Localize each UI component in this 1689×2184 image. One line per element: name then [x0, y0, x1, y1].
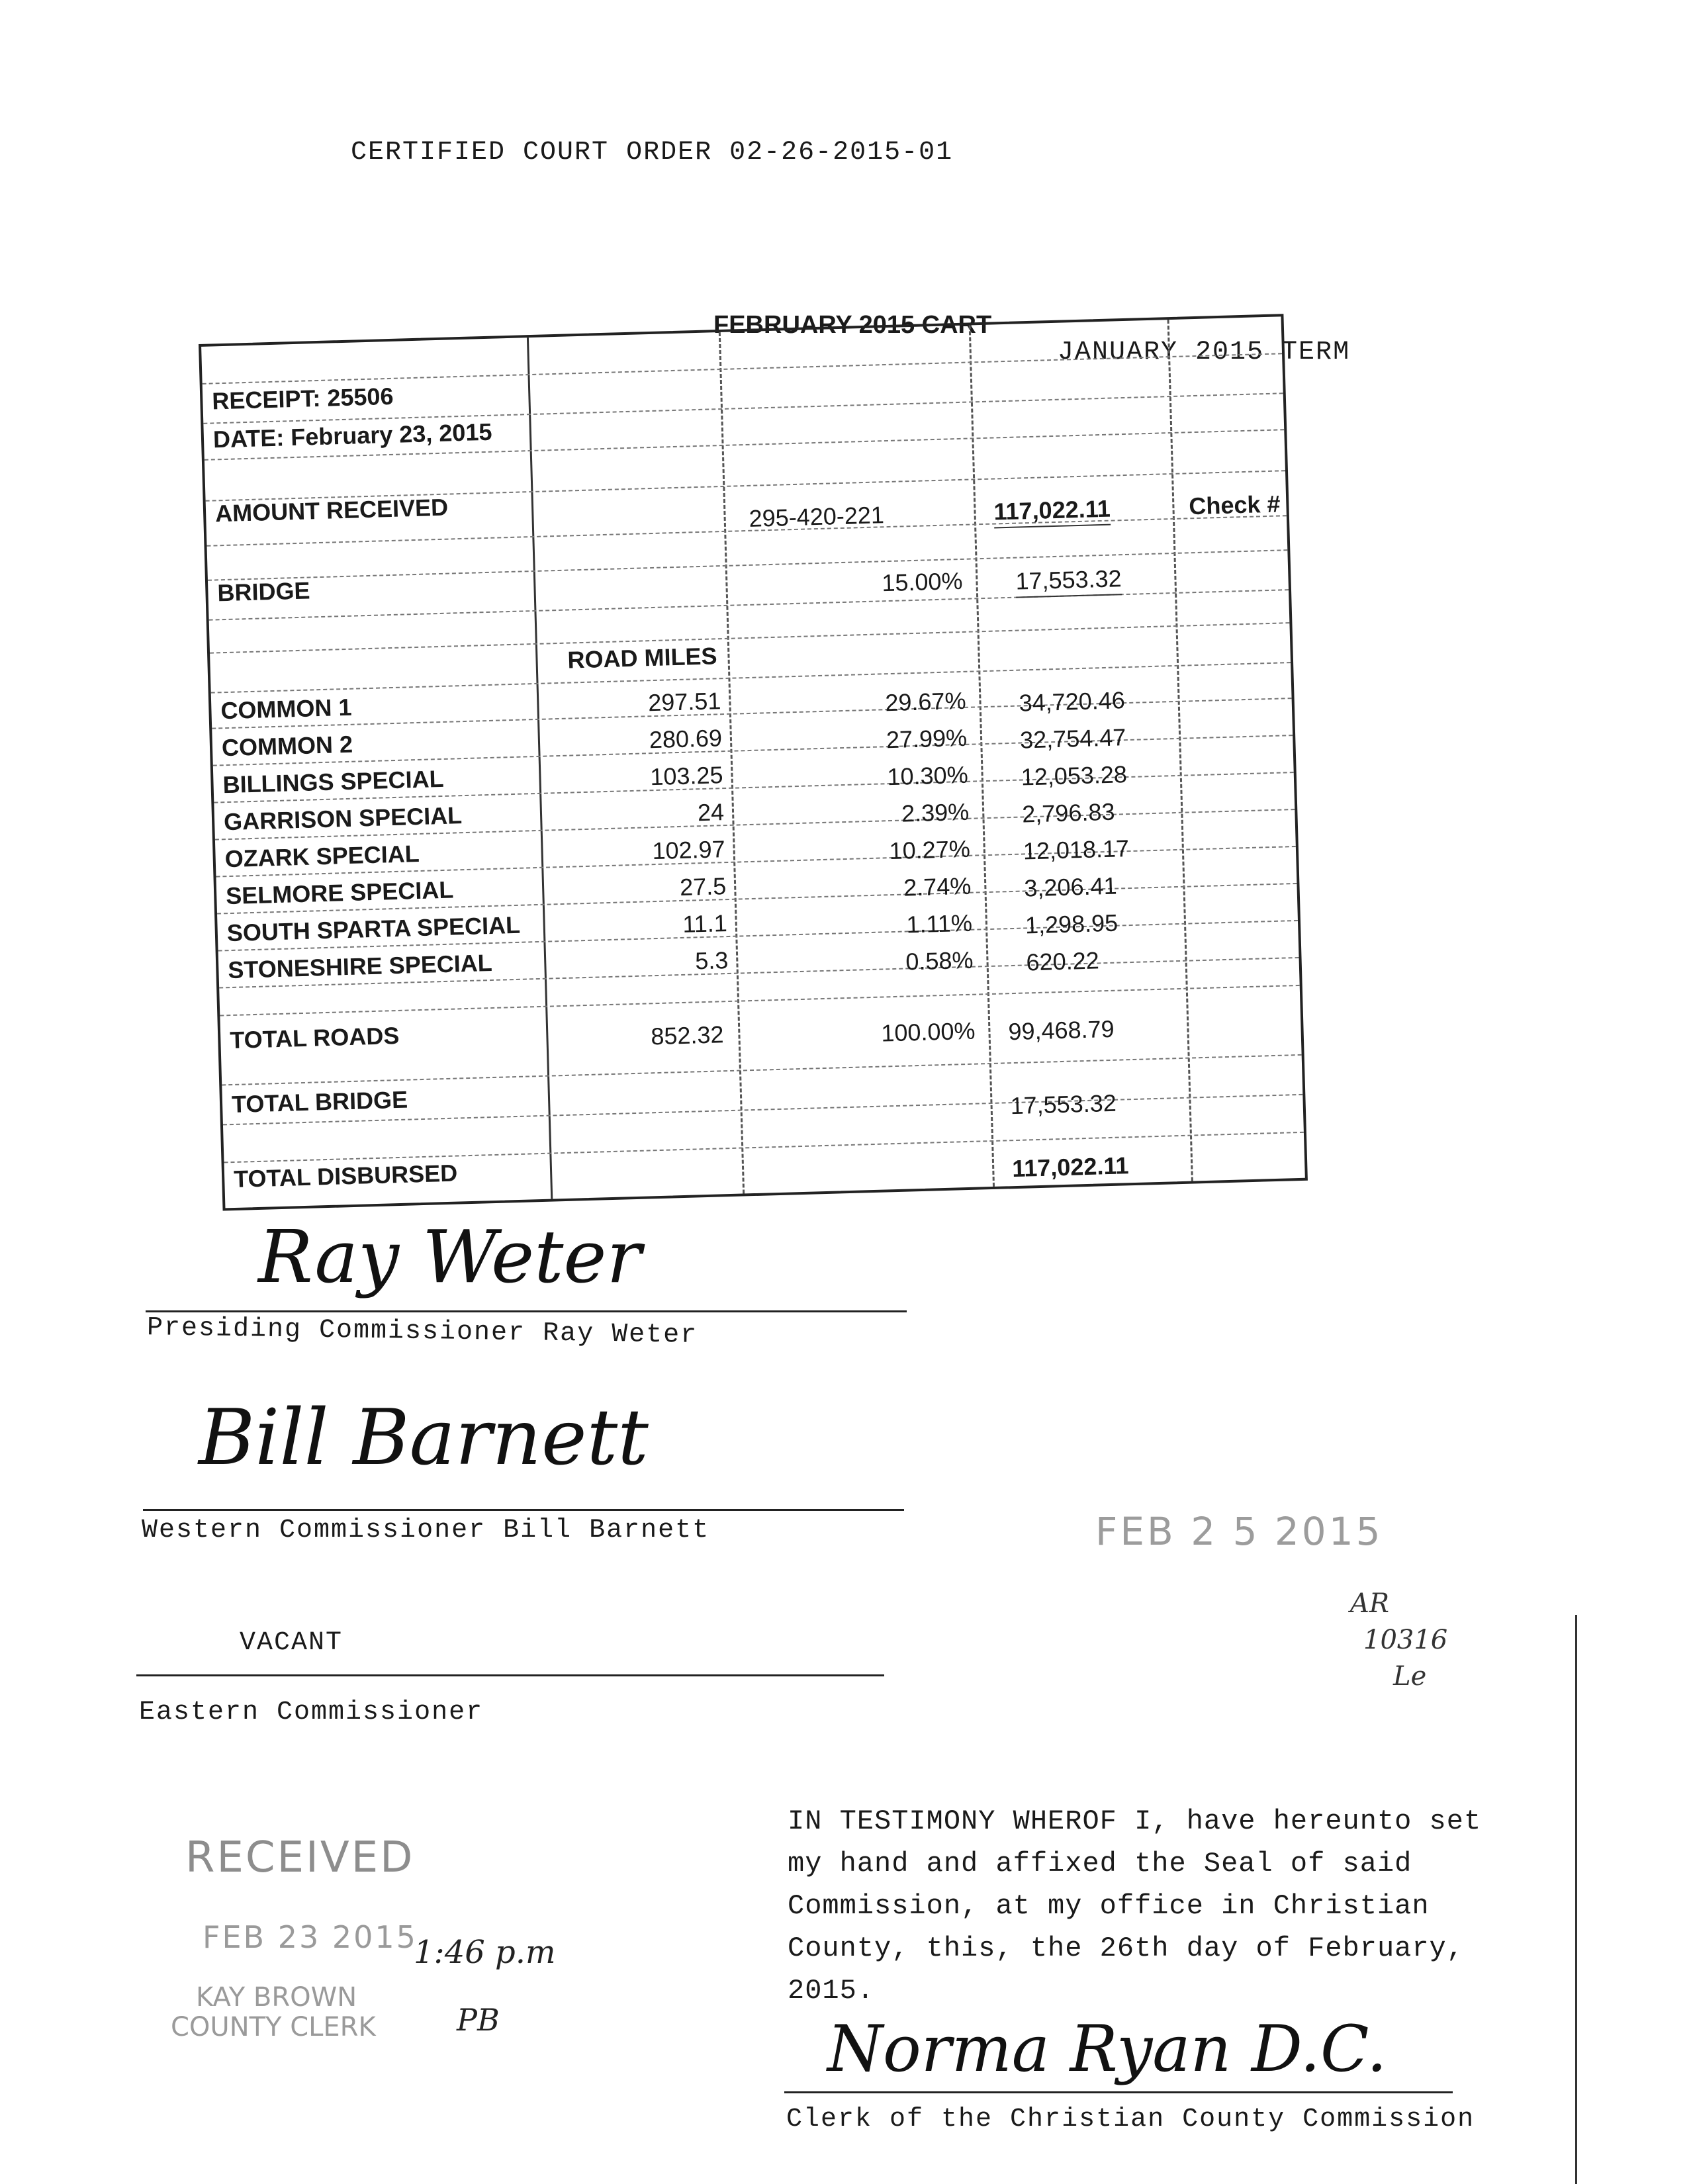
cart-title: FEBRUARY 2015 CART: [713, 311, 992, 339]
road-amount-value: 12,053.28: [1021, 760, 1128, 791]
road-district-name: OZARK SPECIAL: [224, 839, 420, 873]
total-bridge-label: TOTAL BRIDGE: [231, 1085, 408, 1118]
road-amount-value: 620.22: [1025, 946, 1100, 976]
road-district-name: SOUTH SPARTA SPECIAL: [226, 911, 521, 947]
road-percent-value: 27.99%: [886, 723, 968, 754]
signature-line: [136, 1674, 884, 1676]
column-divider: [1167, 320, 1193, 1181]
road-percent-value: 0.58%: [905, 946, 974, 976]
road-district-name: SELMORE SPECIAL: [225, 876, 454, 910]
road-district-name: STONESHIRE SPECIAL: [227, 948, 493, 984]
road-percent-value: 2.74%: [903, 872, 972, 901]
road-amount-value: 2,796.83: [1021, 797, 1115, 828]
road-miles-value: 27.5: [679, 872, 727, 901]
road-district-name: COMMON 2: [221, 730, 353, 762]
clerk-caption: Clerk of the Christian County Commission: [786, 2105, 1475, 2134]
total-roads-amount: 99,468.79: [1007, 1015, 1115, 1046]
presiding-commissioner-caption: Presiding Commissioner Ray Weter: [146, 1313, 698, 1351]
road-district-name: BILLINGS SPECIAL: [222, 764, 445, 799]
received-stamp-label: RECEIVED: [185, 1833, 415, 1882]
clerk-signature: Norma Ryan D.C.: [827, 2012, 1387, 2086]
received-stamp-date: FEB 23 2015: [203, 1919, 418, 1955]
testimony-text: IN TESTIMONY WHEROF I, have hereunto set my hand and affixed the Seal of said Commission, at my office in Christian County, this, the 26th day of February, 2015.: [788, 1805, 1482, 2007]
total-disbursed-label: TOTAL DISBURSED: [233, 1159, 458, 1193]
page-edge: [1575, 1615, 1577, 2184]
total-roads-label: TOTAL ROADS: [229, 1021, 400, 1054]
cart-table: [199, 314, 1308, 1210]
road-miles-value: 103.25: [649, 761, 724, 791]
total-road-miles: 852.32: [650, 1021, 724, 1050]
received-time: 1:46 p.m: [414, 1934, 556, 1971]
check-number-label: Check #: [1188, 490, 1281, 520]
total-roads-percent: 100.00%: [880, 1017, 976, 1047]
road-amount-value: 1,298.95: [1025, 909, 1118, 939]
road-district-name: COMMON 1: [220, 693, 352, 725]
western-commissioner-caption: Western Commissioner Bill Barnett: [142, 1516, 710, 1545]
received-stamp-clerk-title: COUNTY CLERK: [171, 2012, 376, 2042]
road-miles-value: 280.69: [649, 724, 723, 754]
road-amount-value: 32,754.47: [1019, 723, 1126, 754]
road-amount-value: 34,720.46: [1019, 686, 1126, 717]
eastern-commissioner-name: VACANT: [240, 1628, 343, 1658]
amount-received-value: 117,022.11: [993, 495, 1111, 529]
road-miles-value: 11.1: [682, 909, 728, 938]
road-miles-value: 102.97: [651, 835, 726, 865]
road-amount-value: 3,206.41: [1023, 872, 1118, 902]
handwritten-reference: 10316: [1363, 1625, 1448, 1655]
presiding-commissioner-signature: Ray Weter: [258, 1214, 642, 1299]
eastern-commissioner-caption: Eastern Commissioner: [139, 1698, 484, 1727]
amount-received-label: AMOUNT RECEIVED: [214, 493, 449, 527]
received-initials: PB: [457, 2002, 500, 2038]
column-divider: [969, 325, 995, 1187]
filed-date-stamp: FEB 2 5 2015: [1095, 1509, 1383, 1554]
handwritten-reference: Le: [1393, 1661, 1427, 1692]
total-disbursed-amount: 117,022.11: [1011, 1152, 1129, 1183]
signature-line: [784, 2091, 1453, 2093]
road-percent-value: 29.67%: [884, 686, 967, 717]
road-percent-value: 10.30%: [886, 760, 969, 791]
court-order-number: CERTIFIED COURT ORDER 02-26-2015-01: [351, 138, 954, 167]
road-percent-value: 1.11%: [905, 909, 973, 938]
handwritten-reference: AR: [1350, 1588, 1390, 1619]
road-miles-value: 24: [697, 798, 725, 827]
receipt-number: RECEIPT: 25506: [211, 382, 394, 415]
term-label: JANUARY 2015 TERM: [1058, 338, 1351, 367]
account-number: 295-420-221: [749, 501, 885, 532]
road-amount-value: 12,018.17: [1023, 835, 1130, 865]
received-stamp-clerk-name: KAY BROWN: [196, 1982, 357, 2013]
road-miles-value: 5.3: [694, 946, 729, 975]
signature-line: [146, 1310, 907, 1312]
row-divider: [212, 698, 1291, 729]
road-district-name: GARRISON SPECIAL: [223, 801, 463, 836]
bridge-percent: 15.00%: [881, 567, 964, 597]
road-miles-header: ROAD MILES: [567, 642, 718, 674]
signature-line: [143, 1509, 904, 1511]
road-percent-value: 2.39%: [901, 797, 970, 827]
receipt-date: DATE: February 23, 2015: [212, 418, 492, 453]
road-percent-value: 10.27%: [889, 835, 971, 865]
row-divider: [213, 735, 1293, 766]
road-miles-value: 297.51: [647, 687, 721, 717]
total-bridge-amount: 17,553.32: [1010, 1089, 1117, 1120]
bridge-label: BRIDGE: [216, 576, 311, 607]
western-commissioner-signature: Bill Barnett: [199, 1393, 649, 1482]
bridge-amount: 17,553.32: [1015, 565, 1122, 598]
